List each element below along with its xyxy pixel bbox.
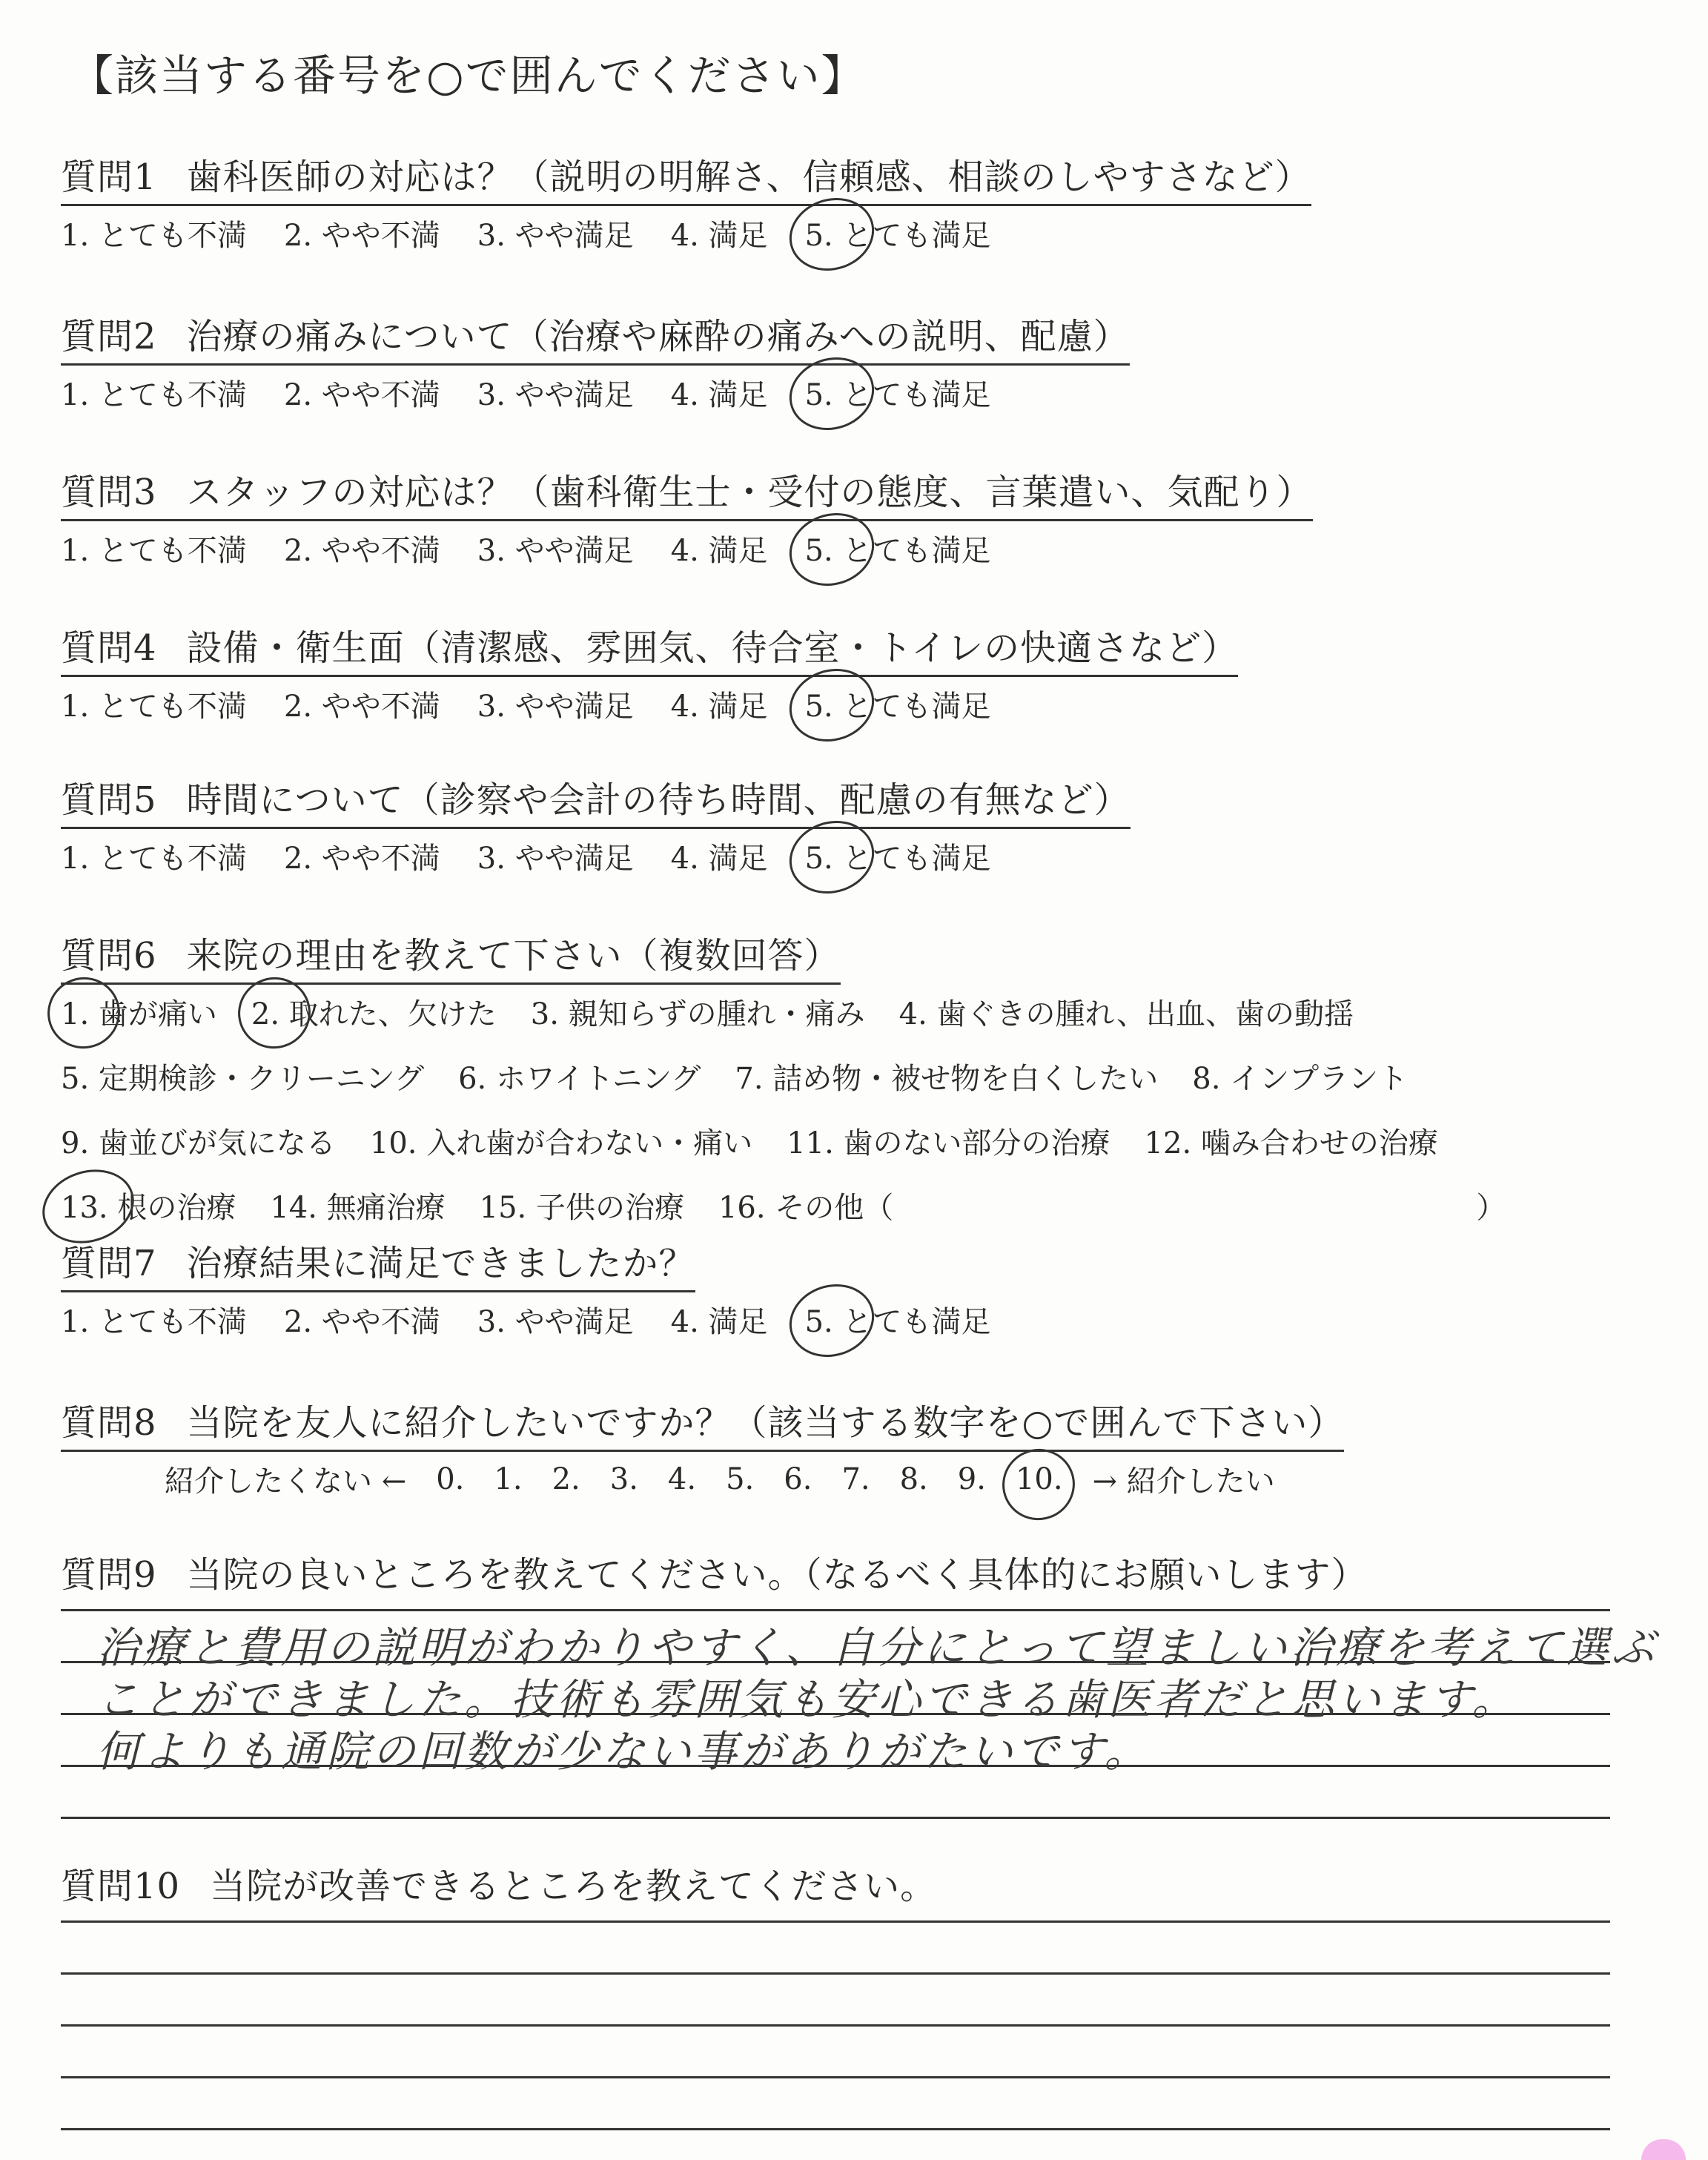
recommend-scale [165, 1458, 1344, 1500]
question-text: 治療結果に満足できましたか？ [186, 1243, 695, 1284]
option-4[interactable]: 4. 満足 [670, 219, 768, 253]
reason-option-12[interactable]: 12. 噛み合わせの治療 [1144, 1126, 1438, 1160]
option-1[interactable]: 1. とても不満 [61, 690, 247, 724]
question-number: 質問7 [61, 1243, 157, 1284]
option-1[interactable]: 1. とても不満 [61, 842, 247, 876]
question-3-options [61, 527, 1313, 569]
option-4[interactable]: 4. 満足 [670, 842, 768, 876]
option-2[interactable]: 2. やや不満 [283, 378, 440, 412]
question-3-header [61, 463, 1313, 521]
question-3 [61, 463, 1313, 569]
scale-4[interactable]: 4. [667, 1462, 697, 1496]
option-4[interactable]: 4. 満足 [670, 534, 768, 568]
question-6-options-row-1 [61, 991, 1506, 1033]
question-10-header [61, 1857, 936, 1913]
option-3[interactable]: 3. やや満足 [477, 534, 634, 568]
question-7 [61, 1235, 1027, 1341]
question-7-header [61, 1235, 695, 1292]
option-5[interactable] [805, 212, 991, 254]
question-6-options-row-2 [61, 1055, 1506, 1097]
question-9-header [61, 1546, 1368, 1602]
option-5-label: 5. とても満足 [804, 690, 991, 724]
option-2[interactable]: 2. やや不満 [283, 1305, 440, 1339]
question-text: 当院の良いところを教えてください。（なるべく具体的にお願いします） [186, 1554, 1368, 1596]
option-1[interactable]: 1. とても不満 [61, 219, 247, 253]
option-2[interactable]: 2. やや不満 [283, 690, 440, 724]
answer-line [61, 1817, 1610, 1819]
answer-line [61, 2024, 1610, 2027]
scale-7[interactable]: 7. [841, 1462, 870, 1496]
other-close-paren: ） [1476, 1191, 1506, 1225]
question-number: 質問6 [61, 935, 157, 977]
option-2[interactable]: 2. やや不満 [283, 842, 440, 876]
question-6-options-row-4 [61, 1184, 1506, 1226]
question-number: 質問4 [61, 627, 157, 669]
scale-10-label: 10. [1015, 1462, 1063, 1496]
question-2-options [61, 371, 1130, 414]
pink-ink-mark [1641, 2139, 1686, 2160]
option-1[interactable]: 1. とても不満 [61, 534, 247, 568]
form-title: 【該当する番号を○で囲んでください】 [70, 50, 866, 101]
question-5-options [61, 835, 1131, 877]
reason-option-13[interactable] [61, 1184, 236, 1226]
option-5-label: 5. とても満足 [804, 378, 991, 412]
option-5[interactable] [805, 683, 991, 725]
question-text: 来院の理由を教えて下さい（複数回答） [186, 935, 841, 977]
question-5-header [61, 771, 1131, 829]
question-number: 質問5 [61, 779, 157, 821]
scale-10[interactable] [1016, 1462, 1063, 1496]
handwritten-answer-line-3: 何よりも通院の回数が少ない事がありがたいです。 [96, 1726, 1151, 1777]
option-4[interactable]: 4. 満足 [670, 378, 768, 412]
question-1 [61, 148, 1311, 254]
option-4[interactable]: 4. 満足 [670, 690, 768, 724]
question-10 [61, 1857, 936, 1913]
answer-line [61, 1972, 1610, 1975]
reason-option-11[interactable]: 11. 歯のない部分の治療 [787, 1126, 1110, 1160]
option-5-label: 5. とても満足 [804, 534, 991, 568]
scale-2[interactable]: 2. [552, 1462, 580, 1496]
option-5[interactable] [805, 1298, 991, 1341]
scale-9[interactable]: 9. [957, 1462, 986, 1496]
option-5-label: 5. とても満足 [804, 219, 991, 253]
reason-option-label: 13. 根の治療 [61, 1191, 236, 1225]
option-5[interactable] [805, 835, 991, 877]
handwritten-answer-line-2: ことができました。技術も雰囲気も安心できる歯医者だと思います。 [96, 1674, 1518, 1725]
scale-6[interactable]: 6. [784, 1462, 812, 1496]
answer-line [61, 1609, 1610, 1611]
reason-option-16[interactable]: 16. その他（ [718, 1191, 894, 1225]
question-1-header [61, 148, 1311, 206]
option-3[interactable]: 3. やや満足 [477, 219, 634, 253]
question-6-options-row-3 [61, 1120, 1506, 1162]
question-text: スタッフの対応は？（歯科衛生士・受付の態度、言葉遣い、気配り） [186, 472, 1313, 513]
question-4-header [61, 619, 1238, 677]
question-text: 設備・衛生面（清潔感、雰囲気、待合室・トイレの快適さなど） [186, 627, 1239, 669]
question-2-header [61, 308, 1130, 366]
question-text: 当院が改善できるところを教えてください。 [210, 1866, 937, 1907]
question-1-options [61, 212, 1311, 254]
scale-1[interactable]: 1. [494, 1462, 523, 1496]
question-number: 質問9 [61, 1554, 157, 1596]
question-text: 歯科医師の対応は？（説明の明解さ、信頼感、相談のしやすさなど） [186, 156, 1311, 198]
question-8-header [61, 1394, 1344, 1452]
option-4[interactable]: 4. 満足 [670, 1305, 768, 1339]
scale-right-label: → 紹介したい [1092, 1464, 1275, 1499]
question-number: 質問8 [61, 1402, 157, 1444]
option-3[interactable]: 3. やや満足 [477, 1305, 634, 1339]
question-6 [61, 927, 1506, 1226]
scale-5[interactable]: 5. [726, 1462, 755, 1496]
option-3[interactable]: 3. やや満足 [477, 842, 634, 876]
question-number: 質問3 [61, 472, 157, 513]
reason-option-5[interactable]: 5. 定期検診・クリーニング [61, 1062, 425, 1096]
reason-option-6[interactable]: 6. ホワイトニング [458, 1062, 701, 1096]
option-1[interactable]: 1. とても不満 [61, 1305, 247, 1339]
reason-option-1[interactable] [61, 991, 217, 1033]
reason-option-8[interactable]: 8. インプラント [1192, 1062, 1409, 1096]
scale-left-label: 紹介したくない ← [165, 1464, 407, 1499]
question-2 [61, 308, 1130, 414]
option-5[interactable] [805, 371, 991, 414]
question-6-header [61, 927, 841, 985]
reason-option-10[interactable]: 10. 入れ歯が合わない・痛い [369, 1126, 753, 1160]
question-text: 時間について（診察や会計の待ち時間、配慮の有無など） [186, 779, 1131, 821]
reason-option-15[interactable]: 15. 子供の治療 [479, 1191, 684, 1225]
option-3[interactable]: 3. やや満足 [477, 378, 634, 412]
option-2[interactable]: 2. やや不満 [283, 534, 440, 568]
reason-option-2[interactable] [251, 991, 497, 1033]
question-number: 質問1 [61, 156, 157, 198]
question-9 [61, 1546, 1368, 1602]
reason-option-label: 1. 歯が痛い [61, 997, 217, 1031]
handwritten-answer-line-1: 治療と費用の説明がわかりやすく、自分にとって望ましい治療を考えて選ぶ [96, 1622, 1658, 1673]
reason-option-14[interactable]: 14. 無痛治療 [270, 1191, 446, 1225]
question-number: 質問10 [61, 1866, 181, 1907]
scale-0[interactable]: 0. [436, 1462, 465, 1496]
option-1[interactable]: 1. とても不満 [61, 378, 247, 412]
answer-line [61, 2076, 1610, 2078]
reason-option-9[interactable]: 9. 歯並びが気になる [61, 1126, 336, 1160]
reason-option-3[interactable]: 3. 親知らずの腫れ・痛み [530, 997, 865, 1031]
scale-3[interactable]: 3. [609, 1462, 638, 1496]
question-text: 当院を友人に紹介したいですか？（該当する数字を○で囲んで下さい） [186, 1402, 1345, 1444]
question-4-options [61, 683, 1238, 725]
question-text: 治療の痛みについて（治療や麻酔の痛みへの説明、配慮） [186, 316, 1130, 357]
option-5-label: 5. とても満足 [804, 842, 991, 876]
scale-8[interactable]: 8. [899, 1462, 928, 1496]
reason-option-label: 2. 取れた、欠けた [251, 997, 497, 1031]
option-5[interactable] [805, 527, 991, 569]
option-5-label: 5. とても満足 [804, 1305, 991, 1339]
question-8 [61, 1394, 1344, 1500]
option-2[interactable]: 2. やや不満 [283, 219, 440, 253]
question-5 [61, 771, 1131, 877]
question-number: 質問2 [61, 316, 157, 357]
question-4 [61, 619, 1238, 725]
question-7-options [61, 1298, 1027, 1341]
answer-line [61, 1920, 1610, 1923]
reason-option-7[interactable]: 7. 詰め物・被せ物を白くしたい [735, 1062, 1159, 1096]
answer-line [61, 2128, 1610, 2130]
option-3[interactable]: 3. やや満足 [477, 690, 634, 724]
reason-option-4[interactable]: 4. 歯ぐきの腫れ、出血、歯の動揺 [898, 997, 1354, 1031]
